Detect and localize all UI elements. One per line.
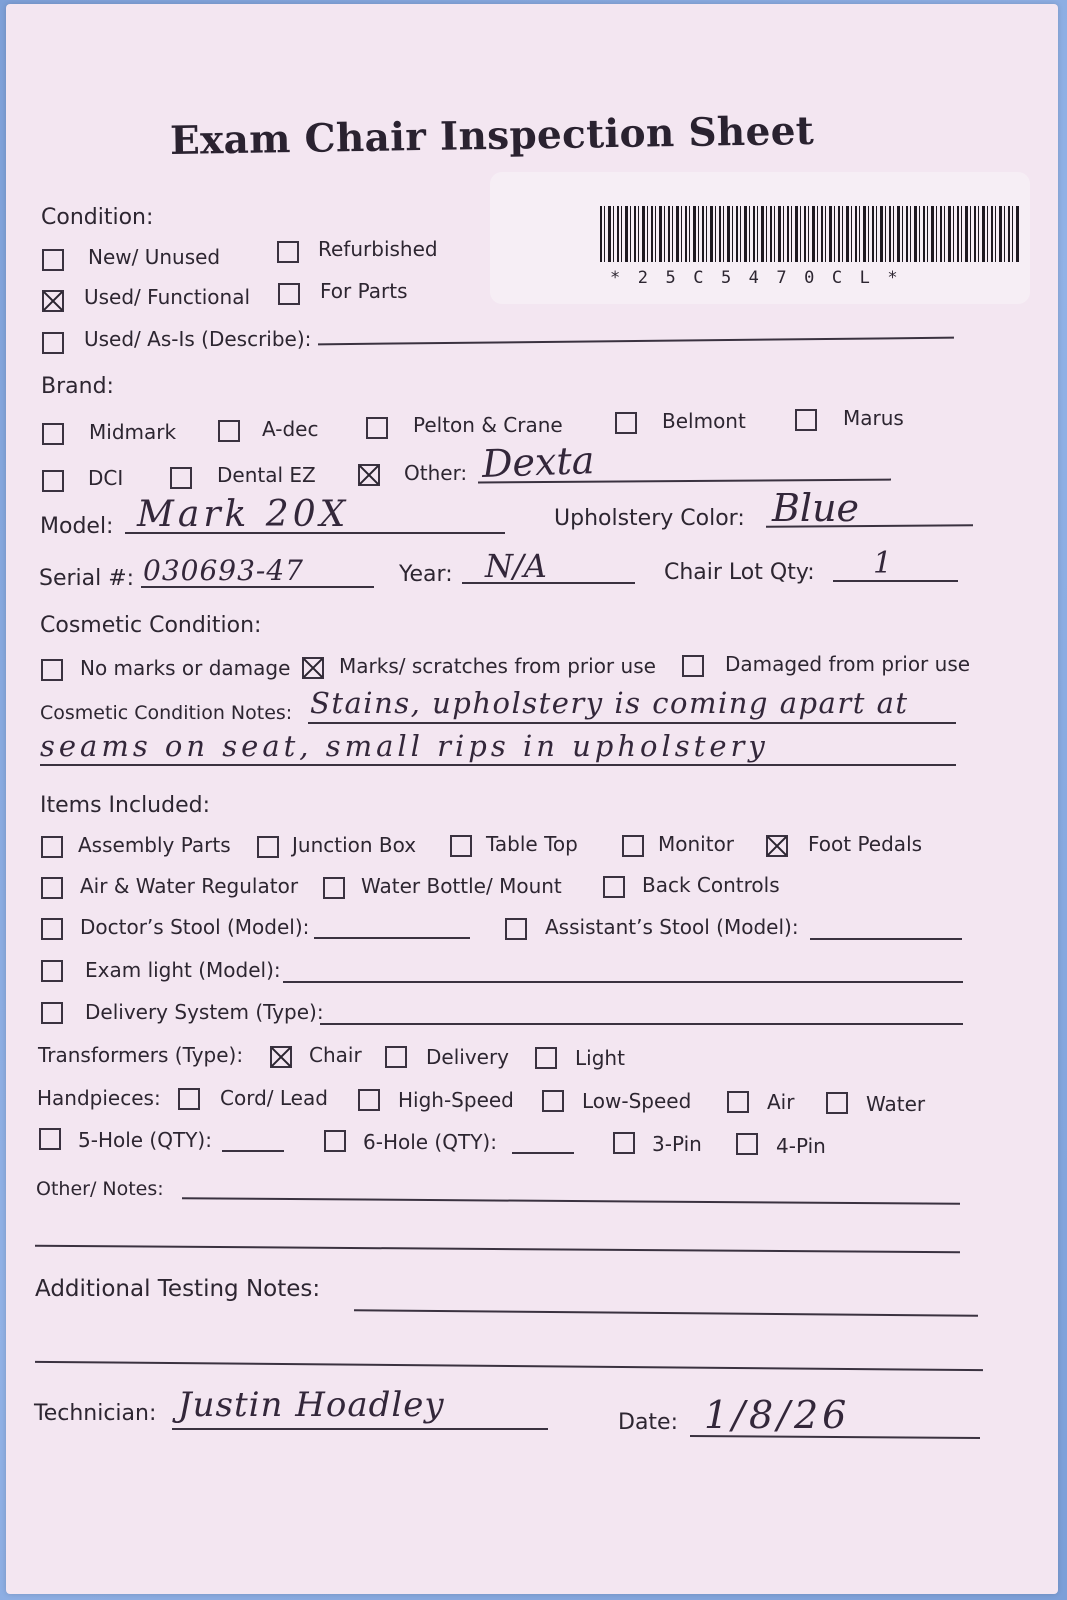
label-dci: DCI <box>88 466 124 490</box>
checkbox-junction-box[interactable] <box>257 836 279 858</box>
technician-line[interactable] <box>172 1428 548 1430</box>
label-marus: Marus <box>843 406 904 430</box>
label-low-speed: Low-Speed <box>582 1089 692 1113</box>
checkbox-transformer-light[interactable] <box>535 1047 557 1069</box>
label-exam-light: Exam light (Model): <box>85 958 281 982</box>
upholstery-label: Upholstery Color: <box>554 506 745 531</box>
model-label: Model: <box>40 514 114 539</box>
technician-signature: Justin Hoadley <box>178 1385 445 1425</box>
cosmetic-heading: Cosmetic Condition: <box>40 613 262 638</box>
technician-label: Technician: <box>34 1401 157 1426</box>
cosmetic-notes-text-1: Stains, upholstery is coming apart at <box>310 686 909 720</box>
checkbox-air[interactable] <box>727 1091 749 1113</box>
date-value: 1/8/26 <box>704 1393 851 1437</box>
label-four-pin: 4-Pin <box>776 1134 826 1158</box>
checkbox-assistants-stool[interactable] <box>505 918 527 940</box>
additional-testing-label: Additional Testing Notes: <box>35 1276 321 1302</box>
label-foot-pedals: Foot Pedals <box>808 832 923 856</box>
label-used-functional: Used/ Functional <box>84 285 251 309</box>
label-pelton-crane: Pelton & Crane <box>413 413 563 437</box>
label-water-bottle: Water Bottle/ Mount <box>361 874 562 898</box>
checkbox-other-brand[interactable] <box>358 464 380 486</box>
label-air-water-regulator: Air & Water Regulator <box>80 874 299 898</box>
label-transformer-delivery: Delivery <box>426 1045 510 1069</box>
label-marks-scratches: Marks/ scratches from prior use <box>339 654 656 678</box>
checkbox-refurbished[interactable] <box>277 241 299 263</box>
label-cord-lead: Cord/ Lead <box>220 1086 328 1110</box>
label-back-controls: Back Controls <box>642 873 780 897</box>
handpieces-label: Handpieces: <box>37 1086 161 1110</box>
checkbox-six-hole[interactable] <box>324 1130 346 1152</box>
condition-heading: Condition: <box>41 205 154 230</box>
other-notes-label: Other/ Notes: <box>36 1178 164 1200</box>
lot-qty-label: Chair Lot Qty: <box>664 560 815 585</box>
label-table-top: Table Top <box>486 832 578 856</box>
checkbox-dci[interactable] <box>42 470 64 492</box>
checkbox-doctors-stool[interactable] <box>41 918 63 940</box>
label-transformer-chair: Chair <box>309 1043 362 1067</box>
checkbox-four-pin[interactable] <box>736 1133 758 1155</box>
brand-heading: Brand: <box>41 374 114 399</box>
model-value: Mark 20X <box>137 494 350 535</box>
label-high-speed: High-Speed <box>398 1088 514 1112</box>
label-delivery-system: Delivery System (Type): <box>85 1000 324 1024</box>
checkbox-marks-scratches[interactable] <box>302 657 324 679</box>
label-air: Air <box>767 1090 795 1114</box>
label-six-hole: 6-Hole (QTY): <box>363 1130 497 1154</box>
other-brand-value: Dexta <box>481 438 596 486</box>
checkbox-five-hole[interactable] <box>39 1128 61 1150</box>
cosmetic-notes-line-1[interactable] <box>308 722 956 724</box>
label-dental-ez: Dental EZ <box>217 463 316 487</box>
year-label: Year: <box>399 562 453 587</box>
checkbox-no-marks[interactable] <box>41 659 63 681</box>
lot-qty-value: 1 <box>873 546 893 581</box>
sheet-title: Exam Chair Inspection Sheet <box>169 107 815 164</box>
label-assistants-stool: Assistant’s Stool (Model): <box>545 915 799 939</box>
cosmetic-notes-label: Cosmetic Condition Notes: <box>40 702 293 724</box>
label-three-pin: 3-Pin <box>652 1132 702 1156</box>
checkbox-for-parts[interactable] <box>278 283 300 305</box>
items-heading: Items Included: <box>40 793 210 818</box>
checkbox-new-unused[interactable] <box>42 249 64 271</box>
label-no-marks: No marks or damage <box>80 656 291 680</box>
label-for-parts: For Parts <box>320 279 408 303</box>
checkbox-exam-light[interactable] <box>41 960 63 982</box>
checkbox-three-pin[interactable] <box>613 1132 635 1154</box>
label-transformer-light: Light <box>575 1046 625 1070</box>
label-doctors-stool: Doctor’s Stool (Model): <box>80 915 310 939</box>
cosmetic-notes-text-2: seams on seat, small rips in upholstery <box>40 729 769 763</box>
assistants-stool-line[interactable] <box>810 938 962 940</box>
serial-label: Serial #: <box>39 566 135 591</box>
checkbox-adec[interactable] <box>218 420 240 442</box>
checkbox-dental-ez[interactable] <box>170 467 192 489</box>
label-used-as-is: Used/ As-Is (Describe): <box>84 327 312 351</box>
lot-qty-line[interactable] <box>833 580 958 582</box>
checkbox-used-functional[interactable] <box>42 290 64 312</box>
date-label: Date: <box>618 1410 678 1435</box>
checkbox-used-as-is[interactable] <box>42 332 64 354</box>
checkbox-table-top[interactable] <box>450 835 472 857</box>
checkbox-marus[interactable] <box>795 409 817 431</box>
checkbox-midmark[interactable] <box>42 423 64 445</box>
checkbox-high-speed[interactable] <box>358 1089 380 1111</box>
doctors-stool-line[interactable] <box>314 937 470 939</box>
label-five-hole: 5-Hole (QTY): <box>78 1128 212 1152</box>
label-monitor: Monitor <box>658 832 735 856</box>
checkbox-back-controls[interactable] <box>603 876 625 898</box>
label-refurbished: Refurbished <box>318 237 438 261</box>
label-damaged: Damaged from prior use <box>725 652 971 676</box>
checkbox-low-speed[interactable] <box>542 1090 564 1112</box>
delivery-system-line[interactable] <box>320 1023 963 1025</box>
checkbox-delivery-system[interactable] <box>41 1002 63 1024</box>
checkbox-monitor[interactable] <box>622 835 644 857</box>
label-adec: A-dec <box>262 417 319 441</box>
upholstery-value: Blue <box>772 486 860 530</box>
barcode-text: *25C5470CL* <box>610 268 916 288</box>
label-water: Water <box>866 1092 926 1116</box>
five-hole-line[interactable] <box>222 1150 284 1152</box>
checkbox-transformer-chair[interactable] <box>270 1046 292 1068</box>
cosmetic-notes-line-2[interactable] <box>40 764 956 766</box>
checkbox-assembly-parts[interactable] <box>41 836 63 858</box>
checkbox-water[interactable] <box>826 1092 848 1114</box>
label-midmark: Midmark <box>89 420 177 444</box>
checkbox-air-water-regulator[interactable] <box>41 877 63 899</box>
label-new-unused: New/ Unused <box>88 245 221 269</box>
exam-light-line[interactable] <box>283 981 963 983</box>
label-assembly-parts: Assembly Parts <box>78 833 231 857</box>
year-value: N/A <box>485 547 547 585</box>
checkbox-water-bottle[interactable] <box>323 877 345 899</box>
label-belmont: Belmont <box>662 409 746 433</box>
checkbox-damaged[interactable] <box>682 655 704 677</box>
serial-value: 030693-47 <box>143 554 304 587</box>
checkbox-cord-lead[interactable] <box>178 1088 200 1110</box>
checkbox-belmont[interactable] <box>615 412 637 434</box>
six-hole-line[interactable] <box>512 1152 574 1154</box>
label-junction-box: Junction Box <box>292 833 417 857</box>
barcode-bars <box>600 206 1020 262</box>
checkbox-transformer-delivery[interactable] <box>385 1046 407 1068</box>
transformers-label: Transformers (Type): <box>38 1043 244 1067</box>
checkbox-pelton-crane[interactable] <box>366 417 388 439</box>
label-other-brand: Other: <box>404 461 468 485</box>
checkbox-foot-pedals[interactable] <box>766 835 788 857</box>
